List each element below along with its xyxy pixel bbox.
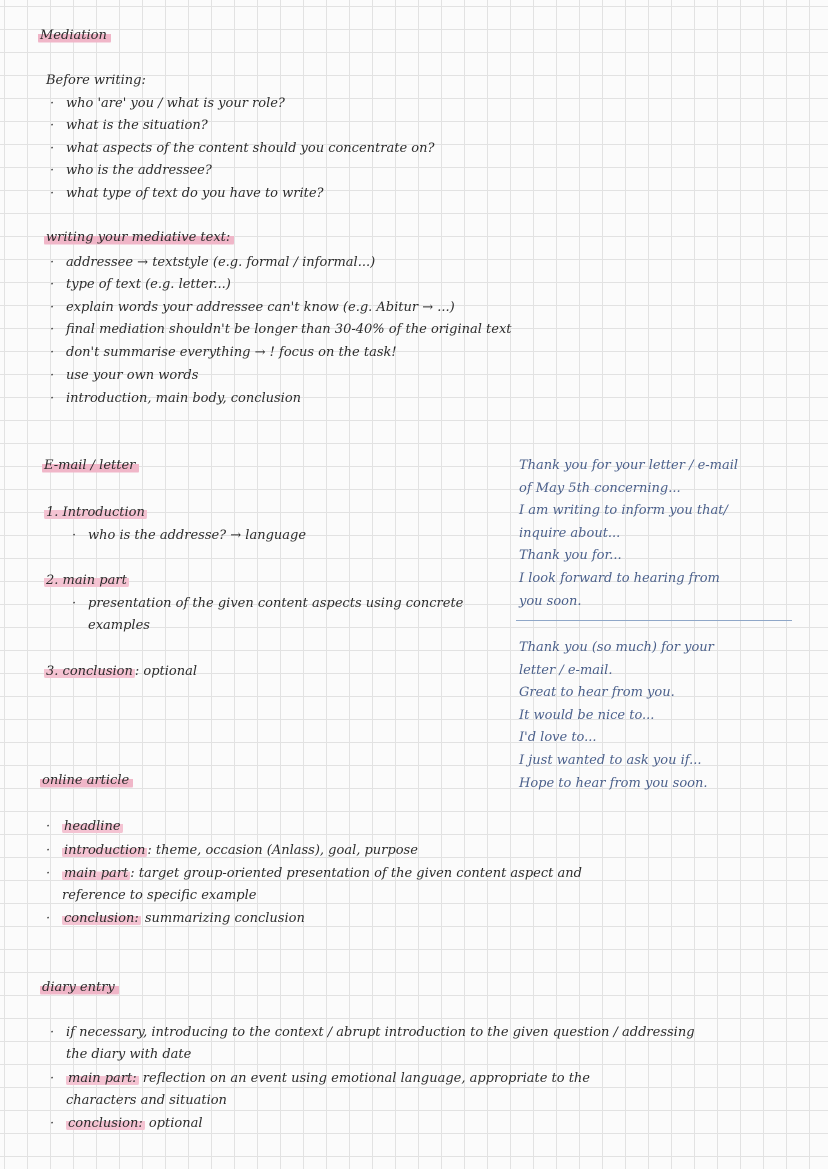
phrase-1-4: inquire about...	[519, 526, 621, 541]
diary-conclusion: · conclusion: optional	[50, 1116, 203, 1131]
phrase-2-3: Great to hear from you.	[519, 685, 675, 700]
phrase-2-1: Thank you (so much) for your	[519, 640, 714, 655]
phrase-2-7: Hope to hear from you soon.	[519, 776, 708, 791]
diary-main-part: · main part: reflection on an event using emotional language, appropriate to the	[50, 1071, 590, 1086]
phrase-1-1: Thank you for your letter / e-mail	[519, 458, 739, 473]
before-item-4: · who is the addressee?	[50, 163, 212, 178]
diary-heading: diary entry	[40, 980, 119, 996]
email-intro-item: · who is the addresse? → language	[72, 528, 307, 543]
email-main-item: · presentation of the given content aspects using concrete	[72, 596, 464, 611]
diary-item-1-cont: the diary with date	[66, 1047, 192, 1062]
writing-item-2: · type of text (e.g. letter...)	[50, 277, 231, 292]
article-conclusion: · conclusion: summarizing conclusion	[46, 911, 305, 926]
article-introduction: · introduction : theme, occasion (Anlass), goal, purpose	[46, 843, 418, 858]
before-item-5: · what type of text do you have to write?	[50, 186, 324, 201]
phrase-2-6: I just wanted to ask you if...	[519, 753, 702, 768]
writing-item-5: · don't summarise everything → ! focus on the task!	[50, 345, 397, 360]
writing-item-7: · introduction, main body, conclusion	[50, 391, 302, 406]
phrase-1-2: of May 5th concerning...	[519, 481, 681, 496]
page-title: Mediation	[38, 28, 111, 44]
writing-heading: writing your mediative text:	[44, 230, 234, 246]
email-main-label: 2. main part	[46, 573, 127, 588]
phrases-divider	[516, 620, 792, 621]
article-heading: online article	[40, 773, 133, 789]
article-headline: · headline	[46, 819, 121, 834]
before-item-1: · who 'are' you / what is your role?	[50, 96, 285, 111]
article-main-part-cont: reference to specific example	[62, 888, 257, 903]
email-heading: E-mail / letter	[42, 458, 139, 474]
email-conclusion: 3. conclusion : optional	[46, 664, 198, 679]
before-item-3: · what aspects of the content should you concentrate on?	[50, 141, 435, 156]
email-intro-label: 1. Introduction	[46, 505, 145, 520]
phrase-1-7: you soon.	[519, 594, 582, 609]
phrase-2-4: It would be nice to...	[519, 708, 655, 723]
before-item-2: · what is the situation?	[50, 118, 208, 133]
article-main-part: · main part : target group-oriented presentation of the given content aspect and	[46, 866, 582, 881]
diary-item-1: · if necessary, introducing to the context / abrupt introduction to the given question / addressing	[50, 1025, 695, 1040]
phrase-1-5: Thank you for...	[519, 548, 622, 563]
diary-main-part-cont: characters and situation	[66, 1093, 227, 1108]
before-writing-heading: Before writing:	[46, 73, 146, 88]
phrase-2-5: I'd love to...	[519, 730, 597, 745]
email-main-item-cont: examples	[88, 618, 150, 633]
writing-item-3: · explain words your addressee can't know (e.g. Abitur → ...)	[50, 300, 455, 315]
phrase-2-2: letter / e-mail.	[519, 663, 613, 678]
writing-item-1: · addressee → textstyle (e.g. formal / informal...)	[50, 255, 376, 270]
phrase-1-6: I look forward to hearing from	[519, 571, 720, 586]
writing-item-6: · use your own words	[50, 368, 199, 383]
phrase-1-3: I am writing to inform you that/	[519, 503, 728, 518]
writing-item-4: · final mediation shouldn't be longer than 30-40% of the original text	[50, 322, 512, 337]
